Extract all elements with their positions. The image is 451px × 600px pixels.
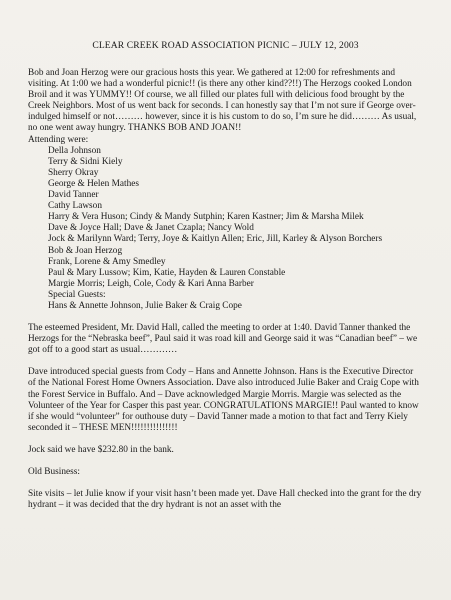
special-guests-names: Hans & Annette Johnson, Julie Baker & Craig Cope xyxy=(48,300,242,311)
guests-paragraph: Dave introduced special guests from Cody – Hans and Annette Johnson. Hans is the Executive Director of the National Forest Home Owners Association. Dave also introduced Julie Baker and Craig Cope with the Forest Service in Buffalo. And – Dave acknowledged Margie Morris. Margie was selected as the Volunteer of the Year for Casper this past year. CONGRATULATIONS MARGIE!! Paul wanted to know if she would “volunteer” for outhouse duty – David Tanner made a motion to that fact and Terry Kiely seconded it – THESE MEN!!!!!!!!!!!!!!! xyxy=(28,367,419,433)
attendee-item: Cathy Lawson xyxy=(48,201,102,212)
attendee-item: Harry & Vera Huson; Cindy & Mandy Sutphin; Karen Kastner; Jim & Marsha Milek xyxy=(48,212,364,223)
attendee-item: David Tanner xyxy=(48,190,99,201)
special-guests-label: Special Guests: xyxy=(48,289,106,300)
attendee-list xyxy=(28,146,423,312)
meeting-paragraph: The esteemed President, Mr. David Hall, called the meeting to order at 1:40. David Tanner thanked the Herzogs for the “Nebraska beef”, Paul said it was road kill and George said it was “Canadian beef” – we got off to a good start as usual………… xyxy=(28,323,418,356)
attendee-item: Della Johnson xyxy=(48,145,101,156)
spacer xyxy=(28,312,423,323)
site-visits-paragraph: Site visits – let Julie know if your visit hasn’t been made yet. Dave Hall checked into the grant for the dry hydrant – it was decided that the dry hydrant is not an asset with the xyxy=(28,489,422,511)
old-business-heading: Old Business: xyxy=(28,467,80,477)
spacer xyxy=(28,456,423,467)
document-title: CLEAR CREEK ROAD ASSOCIATION PICNIC – JULY 12, 2003 xyxy=(92,40,359,51)
attendee-item: Paul & Mary Lussow; Kim, Katie, Hayden & Lauren Constable xyxy=(48,267,286,278)
attending-label: Attending were: xyxy=(28,134,89,145)
bank-paragraph: Jock said we have $232.80 in the bank. xyxy=(28,444,174,455)
document-body xyxy=(28,68,423,511)
attendee-item: George & Helen Mathes xyxy=(48,178,139,189)
attendee-item: Margie Morris; Leigh, Cole, Cody & Kari Anna Barber xyxy=(48,278,254,289)
intro-paragraph: Bob and Joan Herzog were our gracious hosts this year. We gathered at 12:00 for refreshments and visiting. At 1:00 we had a wonderful picnic!! (is there any other kind??!!) The Herzogs cooked London Broil and it was YUMMY!! Of course, we all filled our plates full with delicious food brought by the Creek Neighbors. Most of us went back for seconds. I can honestly say that I’m not sure if George over-indulged himself or not……… however, since it is his custom to do so, I’m sure he did……… As usual, no one went away hungry. THANKS BOB AND JOAN!! xyxy=(28,68,417,134)
spacer xyxy=(28,478,423,489)
attendee-item: Bob & Joan Herzog xyxy=(48,245,123,256)
attendee-item: Sherry Okray xyxy=(48,167,99,178)
attendee-item: Jock & Marilynn Ward; Terry, Joye & Kaitlyn Allen; Eric, Jill, Karley & Alyson Borchers xyxy=(48,234,383,245)
attendee-item: Frank, Lorene & Amy Smedley xyxy=(48,256,166,267)
attendee-item: Terry & Sidni Kiely xyxy=(48,156,123,167)
attendee-item: Dave & Joyce Hall; Dave & Janet Czapla; Nancy Wold xyxy=(48,223,254,234)
spacer xyxy=(28,356,423,367)
spacer xyxy=(28,434,423,445)
